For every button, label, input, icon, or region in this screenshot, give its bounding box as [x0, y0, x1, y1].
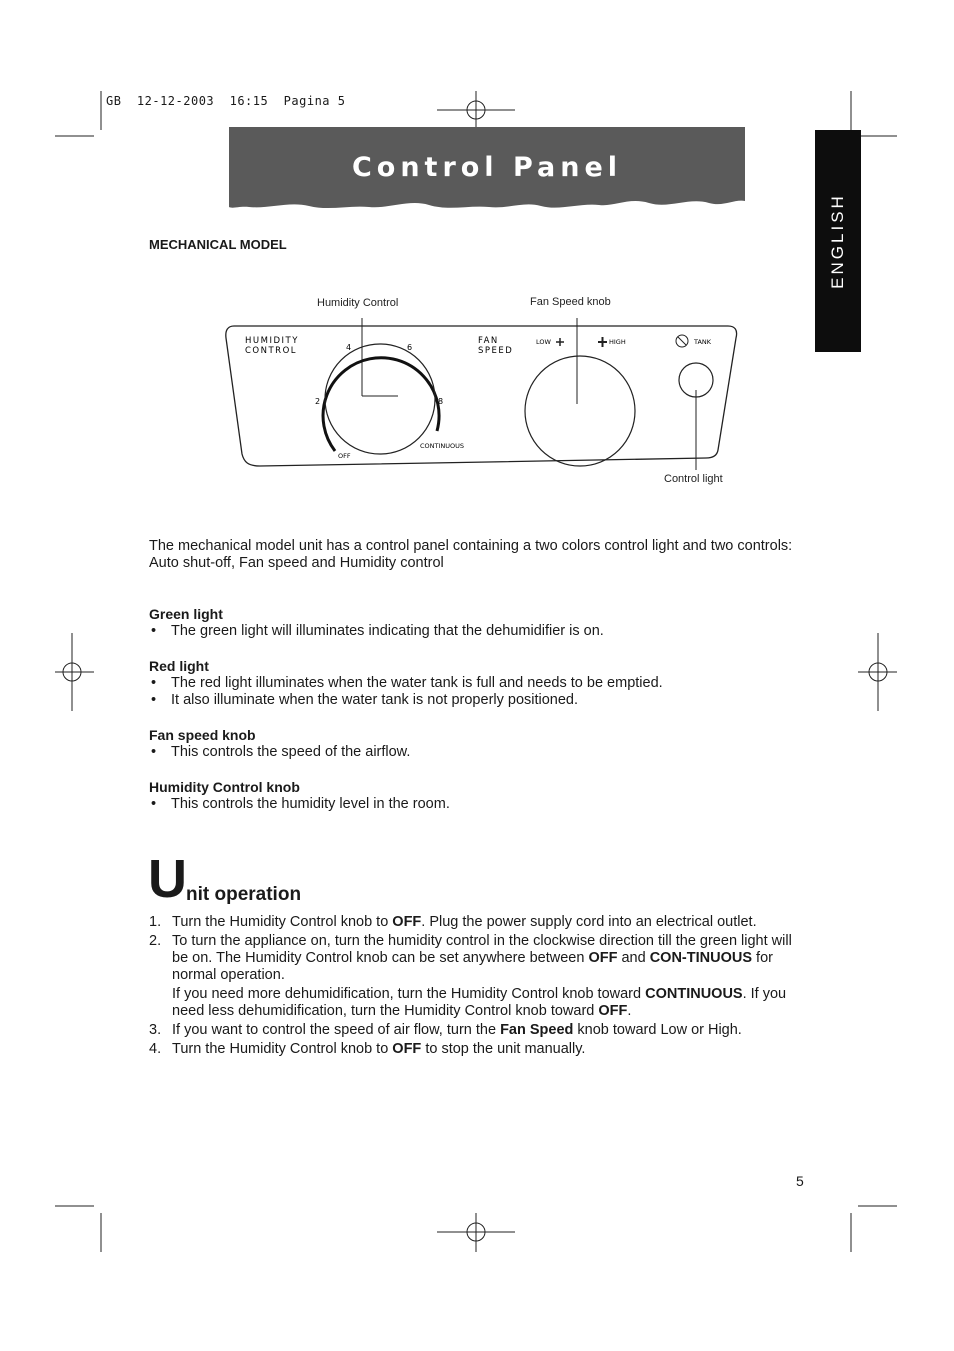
- drop-cap: U: [148, 849, 187, 909]
- print-header: GB 12-12-2003 16:15 Pagina 5: [106, 94, 346, 108]
- registration-mark-left: [55, 633, 94, 711]
- page-title: Control Panel: [351, 152, 623, 183]
- fan-high-label: HIGH: [609, 338, 626, 346]
- tank-label: TANK: [694, 338, 712, 346]
- humidity-control-knob: [323, 344, 439, 454]
- operation-steps: [149, 914, 806, 1060]
- fan-label-line2: SPEED: [478, 346, 514, 356]
- registration-mark-bottom: [437, 1213, 515, 1252]
- fan-speed-section: [149, 727, 814, 761]
- callout-humidity-control: Humidity Control: [317, 297, 399, 309]
- humidity-label-line2: CONTROL: [245, 346, 298, 356]
- red-light-heading: Red light: [149, 658, 209, 674]
- humidity-section: [149, 779, 814, 813]
- red-light-bullet-2: • It also illuminate when the water tank is not properly positioned.: [149, 692, 814, 709]
- heading-rest: nit operation: [186, 884, 302, 905]
- intro-line-1: The mechanical model unit has a control panel containing a two colors control light and two controls:: [149, 538, 793, 554]
- step-2: 2. To turn the appliance on, turn the humidity control in the clockwise direction till the green light will be on. The Humidity Control knob can be set anywhere between OFF and CON-TINUOUS for normal operation. If you need more dehumidification, turn the Humidity Control knob toward CONTINUOUS. If you need less dehumidification, turn the Humidity Control knob toward OFF.: [149, 933, 792, 1019]
- red-light-bullet-1: • The red light illuminates when the water tank is full and needs to be emptied.: [149, 675, 814, 692]
- humidity-heading: Humidity Control knob: [149, 779, 300, 795]
- fan-low-icon: [556, 338, 564, 346]
- humidity-label-line1: HUMIDITY: [245, 336, 299, 346]
- fan-speed-bullet-1: • This controls the speed of the airflow.: [149, 744, 814, 761]
- page-number: 5: [796, 1173, 804, 1189]
- scale-continuous: CONTINUOUS: [420, 442, 465, 450]
- step-1: 1. Turn the Humidity Control knob to OFF. Plug the power supply cord into an electrical outlet.: [149, 914, 757, 930]
- scale-4: 4: [346, 343, 352, 352]
- scale-2: 2: [315, 397, 321, 406]
- scale-8: 8: [438, 397, 444, 406]
- tank-icon: [676, 335, 688, 347]
- registration-mark-top: [437, 91, 515, 130]
- fan-high-icon: [598, 337, 607, 347]
- humidity-bullet-1: • This controls the humidity level in the room.: [149, 796, 814, 813]
- scale-6: 6: [407, 343, 413, 352]
- callout-fan-speed: Fan Speed knob: [530, 296, 611, 308]
- fan-label-line1: FAN: [478, 336, 499, 346]
- intro-paragraph: [149, 538, 814, 572]
- intro-line-2: Auto shut-off, Fan speed and Humidity control: [149, 555, 444, 571]
- language-tab-label: ENGLISH: [828, 193, 848, 289]
- green-light-section: [149, 606, 814, 640]
- step-3: 3. If you want to control the speed of air flow, turn the Fan Speed knob toward Low or High.: [149, 1022, 742, 1038]
- callout-control-light: Control light: [664, 473, 723, 485]
- scale-off: OFF: [338, 452, 351, 460]
- section-heading: MECHANICAL MODEL: [149, 237, 287, 252]
- step-4: 4. Turn the Humidity Control knob to OFF to stop the unit manually.: [149, 1041, 586, 1057]
- green-light-heading: Green light: [149, 606, 223, 622]
- fan-speed-heading: Fan speed knob: [149, 727, 256, 743]
- red-light-section: [149, 658, 814, 709]
- fan-speed-knob: [525, 356, 635, 466]
- control-panel-diagram: [220, 318, 740, 478]
- unit-operation-heading: [148, 849, 302, 909]
- green-light-bullet-1: • The green light will illuminates indicating that the dehumidifier is on.: [149, 623, 814, 640]
- fan-low-label: LOW: [536, 338, 551, 346]
- registration-mark-right: [858, 633, 897, 711]
